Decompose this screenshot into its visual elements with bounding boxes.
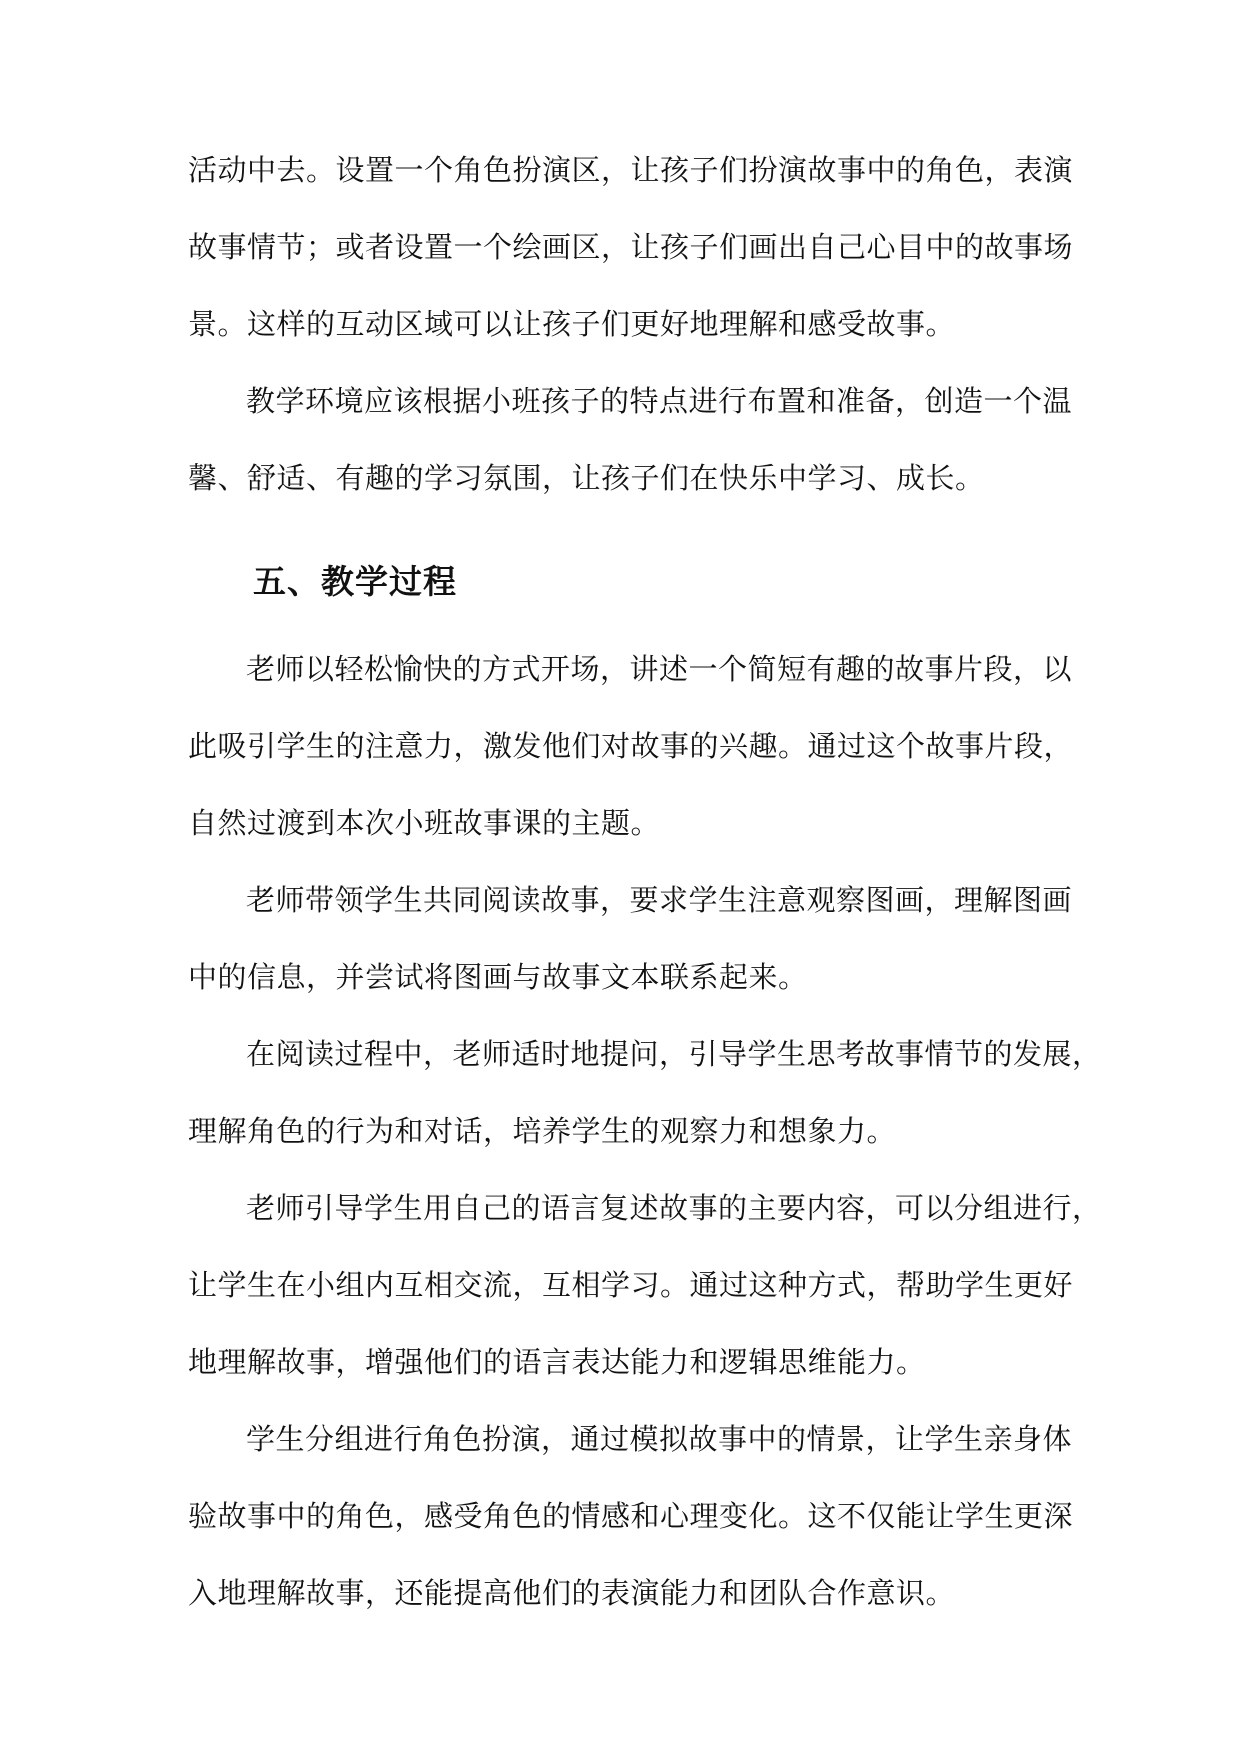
paragraph-line: 理解角色的行为和对话，培养学生的观察力和想象力。	[188, 1114, 897, 1148]
paragraph-line: 教学环境应该根据小班孩子的特点进行布置和准备，创造一个温	[246, 384, 1073, 418]
section-heading: 五、教学过程	[253, 562, 457, 601]
paragraph-line: 验故事中的角色，感受角色的情感和心理变化。这不仅能让学生更深	[188, 1499, 1074, 1533]
paragraph-line: 馨、舒适、有趣的学习氛围，让孩子们在快乐中学习、成长。	[188, 461, 985, 495]
paragraph-line: 中的信息，并尝试将图画与故事文本联系起来。	[188, 960, 808, 994]
paragraph-line: 自然过渡到本次小班故事课的主题。	[188, 806, 661, 840]
paragraph-line: 让学生在小组内互相交流，互相学习。通过这种方式，帮助学生更好	[188, 1268, 1074, 1302]
paragraph-line: 学生分组进行角色扮演，通过模拟故事中的情景，让学生亲身体	[246, 1422, 1073, 1456]
paragraph-line: 老师带领学生共同阅读故事，要求学生注意观察图画，理解图画	[246, 883, 1073, 917]
paragraph-line: 老师以轻松愉快的方式开场，讲述一个简短有趣的故事片段，以	[246, 652, 1073, 686]
paragraph-line: 活动中去。设置一个角色扮演区，让孩子们扮演故事中的角色，表演	[188, 153, 1074, 187]
paragraph-line: 入地理解故事，还能提高他们的表演能力和团队合作意识。	[188, 1576, 956, 1610]
paragraph-line: 地理解故事，增强他们的语言表达能力和逻辑思维能力。	[188, 1345, 926, 1379]
paragraph-line: 此吸引学生的注意力，激发他们对故事的兴趣。通过这个故事片段，	[188, 729, 1074, 763]
paragraph-line: 景。这样的互动区域可以让孩子们更好地理解和感受故事。	[188, 307, 956, 341]
paragraph-line: 在阅读过程中，老师适时地提问，引导学生思考故事情节的发展，	[246, 1037, 1102, 1071]
paragraph-line: 故事情节；或者设置一个绘画区，让孩子们画出自己心目中的故事场	[188, 230, 1074, 264]
paragraph-line: 老师引导学生用自己的语言复述故事的主要内容，可以分组进行，	[246, 1191, 1102, 1225]
